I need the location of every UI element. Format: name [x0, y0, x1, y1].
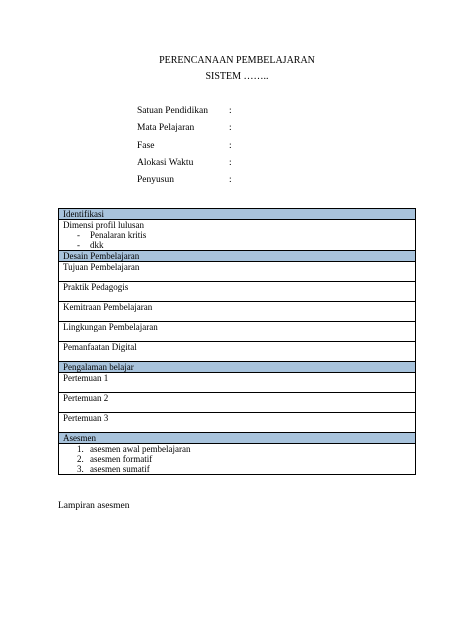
list-item: [63, 444, 411, 454]
meta-row-alokasi-waktu: [137, 158, 239, 175]
table-row: [59, 322, 416, 342]
table-row: [59, 302, 416, 322]
meta-row-satuan-pendidikan: [137, 106, 239, 123]
section-row-asesmen: [59, 433, 416, 444]
section-header-asesmen: Asesmen: [59, 433, 416, 444]
list-marker: 3.: [77, 464, 84, 474]
meta-label: Fase: [137, 140, 155, 151]
document-subtitle: SISTEM ……..: [205, 71, 269, 82]
meta-label: Alokasi Waktu: [137, 157, 194, 168]
list-marker: 2.: [77, 454, 84, 464]
table-cell: Pertemuan 2: [59, 393, 416, 413]
table-cell: Pertemuan 3: [59, 413, 416, 433]
list-text: dkk: [90, 240, 104, 250]
profil-cell: [59, 220, 416, 251]
list-text: Penalaran kritis: [90, 230, 147, 240]
list-item: [63, 464, 411, 474]
meta-colon: :: [229, 140, 232, 151]
table-row: [59, 444, 416, 475]
table-cell: Kemitraan Pembelajaran: [59, 302, 416, 322]
table-row: [59, 262, 416, 282]
table-cell: Lingkungan Pembelajaran: [59, 322, 416, 342]
table-row: [59, 413, 416, 433]
table-row: [59, 393, 416, 413]
meta-row-mata-pelajaran: [137, 123, 239, 140]
list-marker: -: [77, 230, 80, 240]
list-item: [63, 230, 411, 240]
asesmen-cell: [59, 444, 416, 475]
meta-fields: [137, 106, 239, 192]
meta-row-penyusun: [137, 175, 239, 192]
table-cell: Pemanfaatan Digital: [59, 342, 416, 362]
meta-label: Mata Pelajaran: [137, 123, 195, 134]
list-item: [63, 454, 411, 464]
meta-colon: :: [229, 123, 232, 134]
meta-colon: :: [229, 175, 232, 186]
list-item: [63, 240, 411, 250]
section-header-pengalaman: Pengalaman belajar: [59, 362, 416, 373]
list-text: asesmen sumatif: [90, 464, 150, 474]
lesson-plan-table: [58, 208, 416, 475]
footer-note: Lampiran asesmen: [58, 501, 130, 511]
table-row: [59, 373, 416, 393]
list-text: asesmen formatif: [90, 454, 153, 464]
table-cell: Tujuan Pembelajaran: [59, 262, 416, 282]
meta-colon: :: [229, 106, 232, 116]
meta-row-fase: [137, 141, 239, 158]
table-cell: Pertemuan 1: [59, 373, 416, 393]
table-row: [59, 282, 416, 302]
section-row-pengalaman: [59, 362, 416, 373]
profil-title: Dimensi profil lulusan: [63, 220, 144, 230]
table-row: [59, 220, 416, 251]
meta-label: Penyusun: [137, 175, 174, 186]
section-header-desain: Desain Pembelajaran: [59, 251, 416, 262]
section-row-identifikasi: [59, 209, 416, 220]
document-title: PERENCANAAN PEMBELAJARAN: [159, 55, 315, 66]
meta-label: Satuan Pendidikan: [137, 106, 208, 116]
section-row-desain: [59, 251, 416, 262]
meta-colon: :: [229, 157, 232, 168]
list-marker: 1.: [77, 444, 84, 454]
list-marker: -: [77, 240, 80, 250]
section-header-identifikasi: Identifikasi: [59, 209, 416, 220]
list-text: asesmen awal pembelajaran: [90, 444, 191, 454]
table-row: [59, 342, 416, 362]
table-cell: Praktik Pedagogis: [59, 282, 416, 302]
